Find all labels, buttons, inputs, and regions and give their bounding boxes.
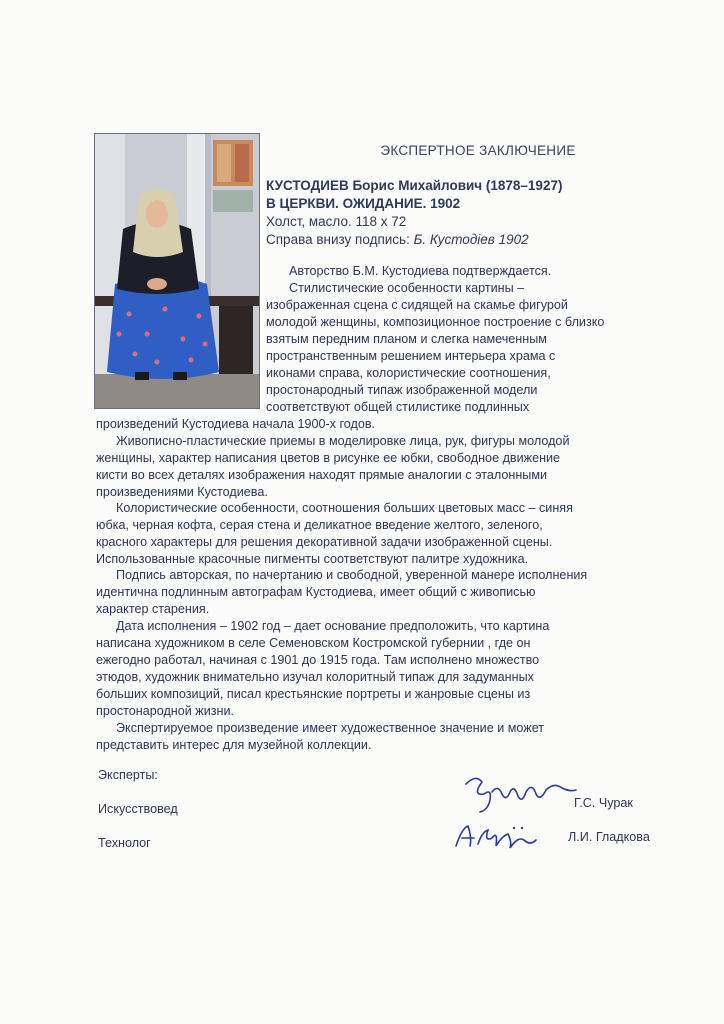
handwritten-signature-churak bbox=[462, 770, 580, 821]
painting-image bbox=[94, 133, 260, 409]
body-line: изображенная сцена с сидящей на скамье фигурой bbox=[266, 298, 568, 312]
body-line: простонародной жизни. bbox=[96, 704, 235, 718]
signature-line bbox=[266, 231, 529, 249]
body-line: характер старения. bbox=[96, 602, 210, 616]
body-line: Дата исполнения – 1902 год – дает основание предположить, что картина bbox=[116, 619, 550, 633]
painting-medium: Холст, масло. 118 х 72 bbox=[266, 214, 407, 229]
body-line: произведений Кустодиева начала 1900-х годов. bbox=[96, 417, 376, 431]
body-line: иконами справа, колористические соотношения, bbox=[266, 366, 551, 380]
painting-title: В ЦЕРКВИ. ОЖИДАНИЕ. 1902 bbox=[266, 196, 461, 211]
body-line: Авторство Б.М. Кустодиева подтверждается. bbox=[289, 264, 552, 278]
art-historian-label: Искусствовед bbox=[98, 802, 178, 816]
body-line: Живописно-пластические приемы в моделировке лица, рук, фигуры молодой bbox=[116, 434, 570, 448]
body-line: представить интерес для музейной коллекции. bbox=[96, 738, 372, 752]
body-line: взятым передним планом и слегка намеченным bbox=[266, 332, 547, 346]
document-heading: ЭКСПЕРТНОЕ ЗАКЛЮЧЕНИЕ bbox=[380, 143, 576, 158]
body-line: соответствуют общей стилистике подлинных bbox=[266, 400, 530, 414]
art-historian-name: Г.С. Чурак bbox=[574, 796, 633, 810]
artist-name: КУСТОДИЕВ Борис Михайлович (1878–1927) bbox=[266, 178, 563, 193]
body-line: Использованные красочные пигменты соответствуют палитре художника. bbox=[96, 552, 529, 566]
body-line: пространственным решением интерьера храма с bbox=[266, 349, 556, 363]
body-line: больших композиций, писал крестьянские портреты и жанровые сцены из bbox=[96, 687, 531, 701]
signature-text: Б. Кустодiев 1902 bbox=[413, 232, 529, 247]
body-line: Стилистические особенности картины – bbox=[289, 281, 525, 295]
body-line: простонародный типаж изображенной модели bbox=[266, 383, 538, 397]
body-line: этюдов, художник внимательно изучал колоритный типаж для задуманных bbox=[96, 670, 534, 684]
body-line: молодой женщины, композиционное построение с близко bbox=[266, 315, 605, 329]
body-line: кисти во всех деталях изображения находят прямые аналогии с эталонными bbox=[96, 468, 548, 482]
technologist-name: Л.И. Гладкова bbox=[568, 830, 650, 844]
technologist-label: Технолог bbox=[98, 836, 151, 850]
body-line: Колористические особенности, соотношения больших цветовых масс – синяя bbox=[116, 501, 573, 515]
body-line: Экспертируемое произведение имеет художественное значение и может bbox=[116, 721, 545, 735]
body-line: Подпись авторская, по начертанию и свободной, уверенной манере исполнения bbox=[116, 568, 588, 582]
experts-label: Эксперты: bbox=[98, 768, 158, 782]
body-line: ежегодно работал, начиная с 1901 до 1915 года. Там исполнено множество bbox=[96, 653, 540, 667]
signature-caption: Справа внизу подпись: bbox=[266, 232, 410, 247]
body-line: идентична подлинным автографам Кустодиева, имеет общий с живописью bbox=[96, 585, 536, 599]
body-line: женщины, характер написания цветов в рисунке ее юбки, свободное движение bbox=[96, 451, 561, 465]
body-line: юбка, черная кофта, серая стена и деликатное введение желтого, зеленого, bbox=[96, 518, 543, 532]
body-line: написана художником в селе Семеновском Костромской губернии , где он bbox=[96, 636, 531, 650]
handwritten-signature-gladkova bbox=[452, 820, 542, 859]
body-line: красного характеры для решения декоративной задачи изображенной сцены. bbox=[96, 535, 553, 549]
body-line: произведениями Кустодиева. bbox=[96, 485, 268, 499]
